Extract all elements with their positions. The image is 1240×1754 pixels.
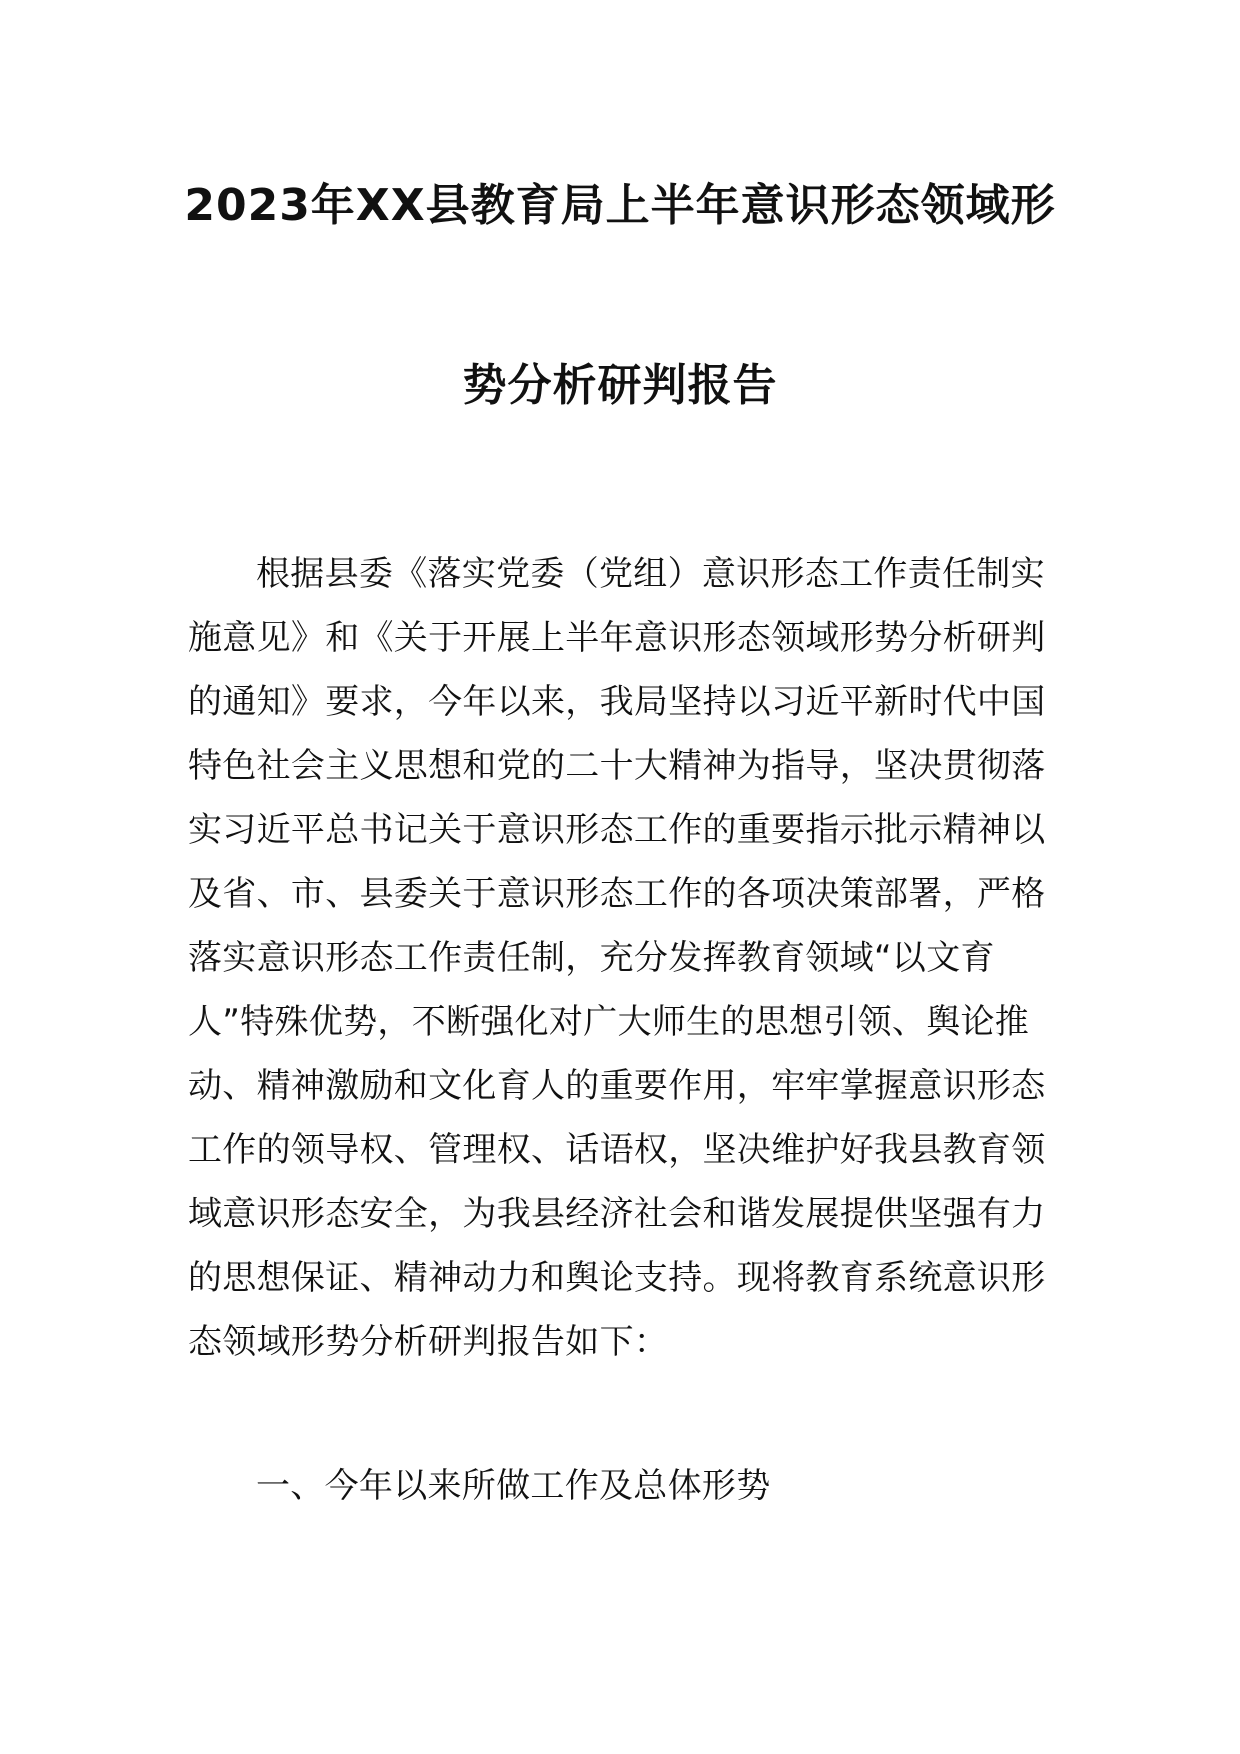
- paragraph-line: 人”特殊优势，不断强化对广大师生的思想引领、舆论推: [188, 1002, 1030, 1042]
- paragraph-line: 及省、市、县委关于意识形态工作的各项决策部署，严格: [188, 874, 1046, 914]
- paragraph-line: 态领域形势分析研判报告如下：: [188, 1322, 669, 1362]
- document-title-line-2: 势分析研判报告: [462, 360, 778, 411]
- section-heading: 一、今年以来所做工作及总体形势: [256, 1466, 771, 1506]
- paragraph-line: 落实意识形态工作责任制，充分发挥教育领域“以文育: [188, 938, 995, 978]
- paragraph-line: 工作的领导权、管理权、话语权，坚决维护好我县教育领: [188, 1130, 1046, 1170]
- paragraph-line: 实习近平总书记关于意识形态工作的重要指示批示精神以: [188, 810, 1046, 850]
- document-title-line-1: 2023年XX县教育局上半年意识形态领域形: [184, 180, 1056, 231]
- paragraph-line: 域意识形态安全，为我县经济社会和谐发展提供坚强有力: [188, 1194, 1046, 1234]
- paragraph-line: 动、精神激励和文化育人的重要作用，牢牢掌握意识形态: [188, 1066, 1046, 1106]
- paragraph-line: 的思想保证、精神动力和舆论支持。现将教育系统意识形: [188, 1258, 1046, 1298]
- paragraph-line: 施意见》和《关于开展上半年意识形态领域形势分析研判: [188, 618, 1046, 658]
- paragraph-line: 根据县委《落实党委（党组）意识形态工作责任制实: [256, 554, 1045, 594]
- paragraph-line: 的通知》要求，今年以来，我局坚持以习近平新时代中国: [188, 682, 1046, 722]
- paragraph-line: 特色社会主义思想和党的二十大精神为指导，坚决贯彻落: [188, 746, 1046, 786]
